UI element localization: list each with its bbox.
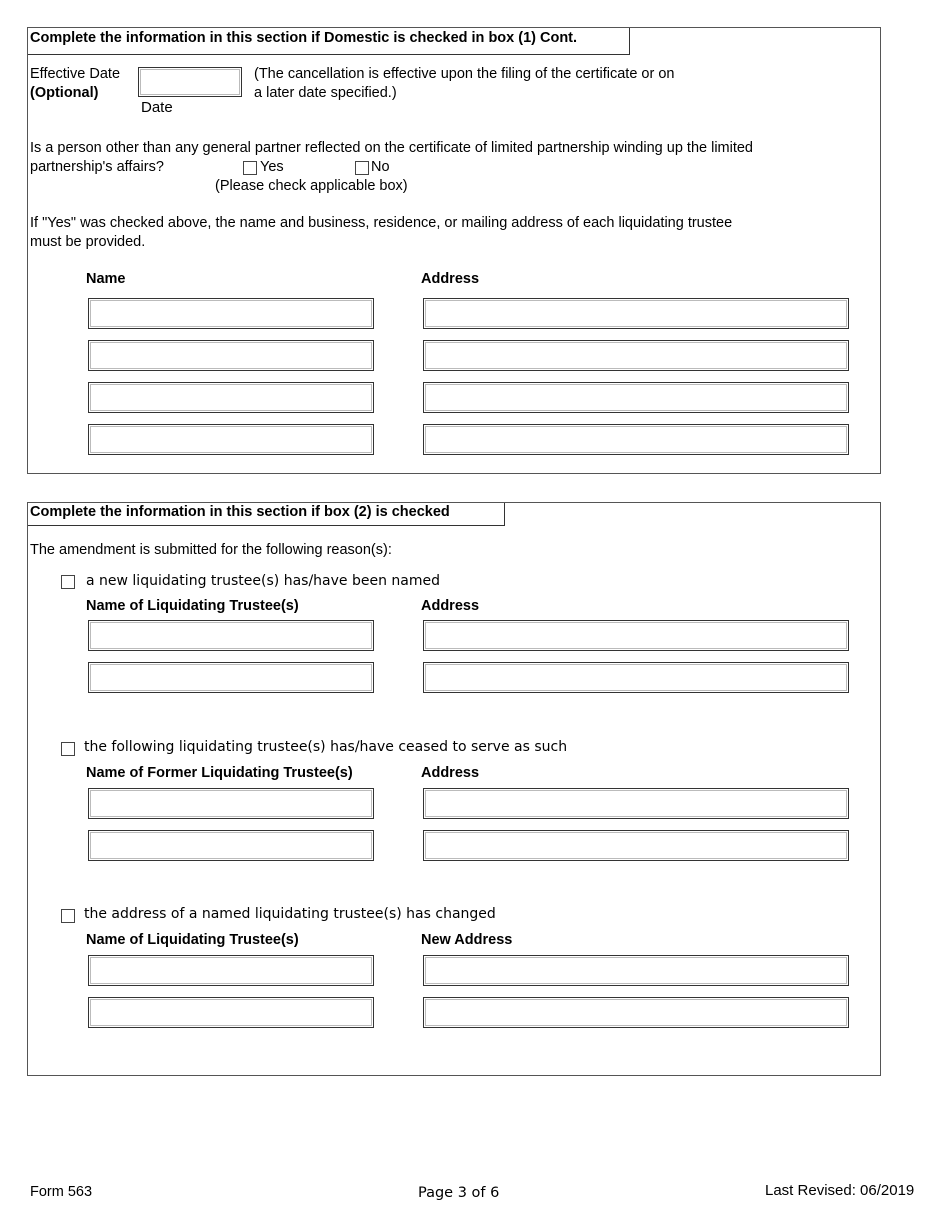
trustee-name-field-4[interactable]	[88, 424, 374, 455]
question-line1: Is a person other than any general partner reflected on the certificate of limited partnership winding up the limited	[30, 140, 753, 156]
yes-note-line2: must be provided.	[30, 234, 146, 250]
yes-note-line1: If "Yes" was checked above, the name and business, residence, or mailing address of each liquidating trustee	[30, 215, 733, 231]
former-trustee-address-field-1[interactable]	[423, 788, 849, 819]
reason3-name-header: Name of Liquidating Trustee(s)	[86, 932, 299, 948]
no-label: No	[371, 159, 390, 175]
trustee-name-field-2[interactable]	[88, 340, 374, 371]
reason3-checkbox[interactable]	[61, 909, 75, 923]
question-line2: partnership's affairs?	[30, 159, 164, 175]
reason1-address-header: Address	[421, 598, 480, 614]
yes-checkbox[interactable]	[243, 161, 257, 175]
changed-trustee-name-field-1[interactable]	[88, 955, 374, 986]
optional-label: (Optional)	[30, 85, 99, 101]
former-trustee-name-field-2[interactable]	[88, 830, 374, 861]
trustee-address-field-3[interactable]	[423, 382, 849, 413]
reason1-name-header: Name of Liquidating Trustee(s)	[86, 598, 299, 614]
reason3-label: the address of a named liquidating trustee(s) has changed	[84, 906, 496, 922]
address-column-header: Address	[421, 271, 480, 287]
former-trustee-address-field-2[interactable]	[423, 830, 849, 861]
check-hint: (Please check applicable box)	[215, 178, 408, 194]
new-trustee-name-field-2[interactable]	[88, 662, 374, 693]
effective-date-field[interactable]	[138, 67, 242, 97]
trustee-address-field-1[interactable]	[423, 298, 849, 329]
new-trustee-address-field-2[interactable]	[423, 662, 849, 693]
new-trustee-name-field-1[interactable]	[88, 620, 374, 651]
no-checkbox[interactable]	[355, 161, 369, 175]
yes-label: Yes	[260, 159, 284, 175]
reason1-label: a new liquidating trustee(s) has/have been named	[86, 573, 440, 589]
box2-section	[27, 502, 881, 1076]
domestic-section	[27, 27, 881, 474]
former-trustee-name-field-1[interactable]	[88, 788, 374, 819]
trustee-name-field-3[interactable]	[88, 382, 374, 413]
reason3-address-header: New Address	[421, 932, 513, 948]
changed-trustee-name-field-2[interactable]	[88, 997, 374, 1028]
effective-date-label: Effective Date	[30, 66, 121, 82]
effective-note-line1: (The cancellation is effective upon the filing of the certificate or on	[254, 66, 675, 82]
amendment-intro: The amendment is submitted for the following reason(s):	[30, 542, 392, 558]
reason2-checkbox[interactable]	[61, 742, 75, 756]
page-number: Page 3 of 6	[418, 1185, 500, 1201]
name-column-header: Name	[86, 271, 126, 287]
changed-trustee-address-field-2[interactable]	[423, 997, 849, 1028]
form-number: Form 563	[30, 1184, 93, 1200]
changed-trustee-address-field-1[interactable]	[423, 955, 849, 986]
reason2-label: the following liquidating trustee(s) has/have ceased to serve as such	[84, 739, 568, 755]
trustee-address-field-4[interactable]	[423, 424, 849, 455]
trustee-name-field-1[interactable]	[88, 298, 374, 329]
trustee-address-field-2[interactable]	[423, 340, 849, 371]
reason2-name-header: Name of Former Liquidating Trustee(s)	[86, 765, 353, 781]
reason2-address-header: Address	[421, 765, 480, 781]
reason1-checkbox[interactable]	[61, 575, 75, 589]
box2-section-header: Complete the information in this section if box (2) is checked	[28, 503, 505, 526]
domestic-section-header: Complete the information in this section if Domestic is checked in box (1) Cont.	[28, 28, 630, 55]
effective-note-line2: a later date specified.)	[254, 85, 397, 101]
new-trustee-address-field-1[interactable]	[423, 620, 849, 651]
last-revised: Last Revised: 06/2019	[765, 1182, 915, 1199]
date-caption: Date	[141, 99, 173, 116]
